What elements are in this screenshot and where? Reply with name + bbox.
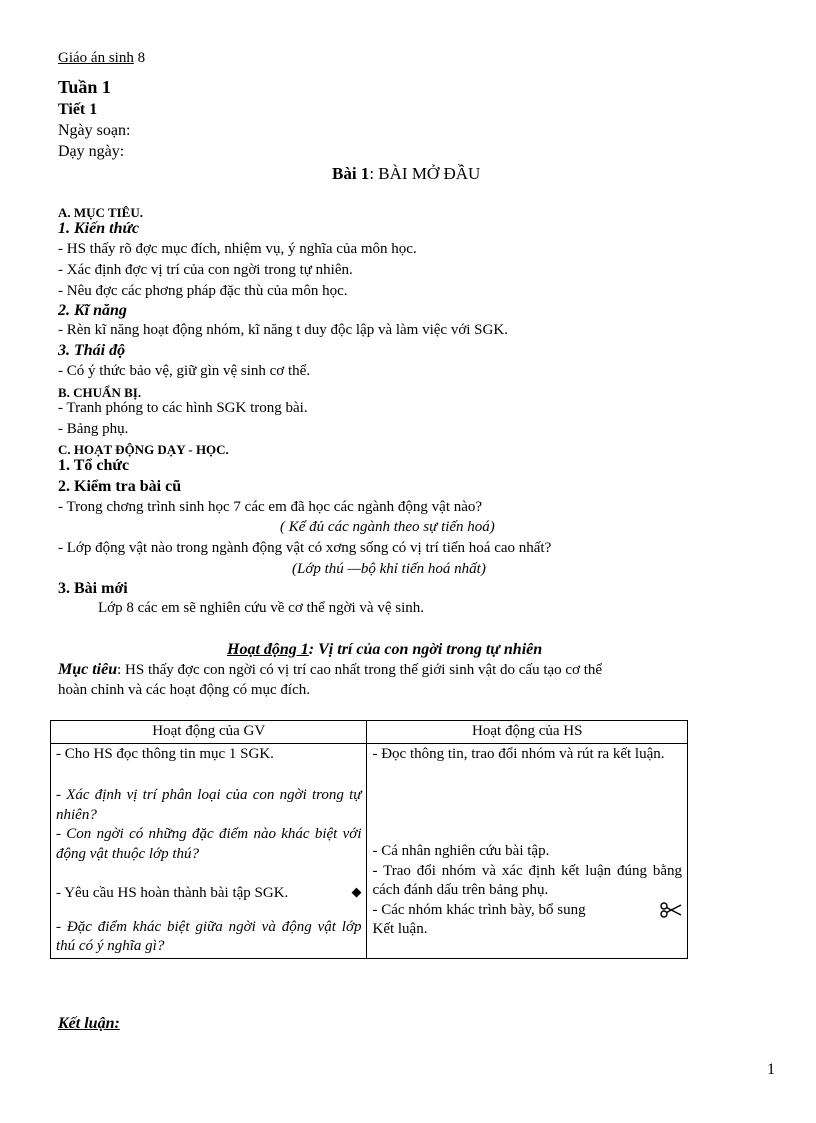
gv-item-3: - Con ngời có những đặc điểm nào khác biệt với động vật thuộc lớp thú? [56, 826, 362, 862]
hs-item-1: - Đọc thông tin, trao đổi nhóm và rút ra kết luận. [372, 745, 665, 762]
table-body-row [51, 743, 688, 958]
skills-item-1: - Rèn kĩ năng hoạt động nhóm, kĩ năng t duy độc lập và làm việc với SGK. [58, 322, 508, 338]
knowledge-item-1: - HS thấy rõ đợc mục đích, nhiệm vụ, ý nghĩa của môn học. [58, 241, 417, 257]
activity-1-goal-line-2: hoàn chỉnh và các hoạt động có mục đích. [58, 682, 310, 698]
hs-cell [367, 743, 688, 958]
section-b-title: B. CHUẨN BỊ. [58, 385, 142, 400]
prep-date: Ngày soạn: [58, 122, 131, 139]
review-question-2: - Lớp động vật nào trong ngành động vật có xơng sống có vị trí tiến hoá cao nhất? [58, 540, 552, 556]
lesson-number: Bài 1 [332, 164, 370, 183]
org-heading: 1. Tổ chức [58, 457, 130, 474]
new-lesson-heading: 3. Bài mới [58, 580, 128, 597]
gv-cell [51, 743, 367, 958]
hs-item-4 [372, 901, 682, 921]
review-question-1: - Trong chơng trình sinh học 7 các em đã học các ngành động vật nào? [58, 499, 483, 515]
knowledge-item-2: - Xác định đợc vị trí của con ngời trong tự nhiên. [58, 262, 353, 278]
gv-item-1: - Cho HS đọc thông tin mục 1 SGK. [56, 745, 274, 762]
conclusion-label: Kết luận: [58, 1015, 120, 1032]
review-heading: 2. Kiểm tra bài cũ [58, 478, 182, 495]
hs-item-5: Kết luận. [372, 921, 428, 937]
teach-date: Dạy ngày: [58, 143, 125, 160]
review-answer-2: (Lớp thú —bộ khỉ tiến hoá nhất) [292, 561, 486, 577]
goal-label: Mục tiêu [58, 661, 118, 678]
header-gv: Hoạt động của GV [51, 721, 367, 744]
activity-table [50, 720, 688, 959]
attitude-item-1: - Có ý thức bảo vệ, giữ gìn vệ sinh cơ thể. [58, 363, 311, 379]
page-header [58, 50, 145, 67]
gv-item-4-text: - Yêu cầu HS hoàn thành bài tập SGK. [56, 885, 289, 901]
header-hs: Hoạt động của HS [367, 721, 688, 744]
table-header-row [51, 721, 688, 744]
scissors-icon [660, 902, 682, 925]
hs-item-2: - Cá nhân nghiên cứu bài tập. [372, 843, 550, 859]
activity-1-goal [58, 661, 602, 679]
section-c-title: C. HOẠT ĐỘNG DẠY - HỌC. [58, 442, 229, 457]
new-lesson-intro: Lớp 8 các em sẽ nghiên cứu về cơ thể ngời và vệ sinh. [98, 600, 424, 616]
knowledge-item-3: - Nêu đợc các phơng pháp đặc thù của môn học. [58, 283, 348, 299]
attitude-heading: 3. Thái độ [58, 342, 126, 359]
header-suffix: 8 [133, 50, 146, 66]
week-label: Tuần 1 [58, 77, 111, 97]
diamond-mark-icon: ◆ [351, 884, 362, 899]
review-answer-1: ( Kể đủ các ngành theo sự tiến hoá) [280, 519, 495, 535]
lesson-name: : BÀI MỞ ĐẦU [369, 164, 481, 183]
goal-text: : HS thấy đợc con ngời có vị trí cao nhất trong thế giới sinh vật do cấu tạo cơ thể [117, 662, 603, 678]
activity-1-name: : Vị trí của con ngời trong tự nhiên [308, 641, 543, 658]
page-number: 1 [767, 1061, 775, 1078]
activity-1-label: Hoạt động 1 [227, 641, 309, 658]
prep-item-1: - Tranh phóng to các hình SGK trong bài. [58, 400, 308, 416]
lesson-title [332, 164, 480, 184]
knowledge-heading: 1. Kiến thức [58, 220, 140, 237]
period-label: Tiết 1 [58, 101, 98, 118]
header-prefix: Giáo án sinh [58, 50, 134, 66]
gv-item-5: - Đặc điểm khác biệt giữa ngời và động vật lớp thú có ý nghĩa gì? [56, 918, 362, 954]
section-a-title: A. MỤC TIÊU. [58, 205, 143, 220]
activity-1-title [227, 641, 542, 659]
hs-item-4-text: - Các nhóm khác trình bày, bổ sung [372, 901, 586, 918]
skills-heading: 2. Kĩ năng [58, 302, 127, 319]
gv-item-2: - Xác định vị trí phân loại của con ngời trong tự nhiên? [56, 787, 362, 823]
prep-item-2: - Bảng phụ. [58, 421, 129, 437]
gv-item-4 [56, 884, 361, 904]
hs-item-3: - Trao đổi nhóm và xác định kết luận đúng bằng cách đánh dấu trên bảng phụ. [372, 862, 682, 898]
